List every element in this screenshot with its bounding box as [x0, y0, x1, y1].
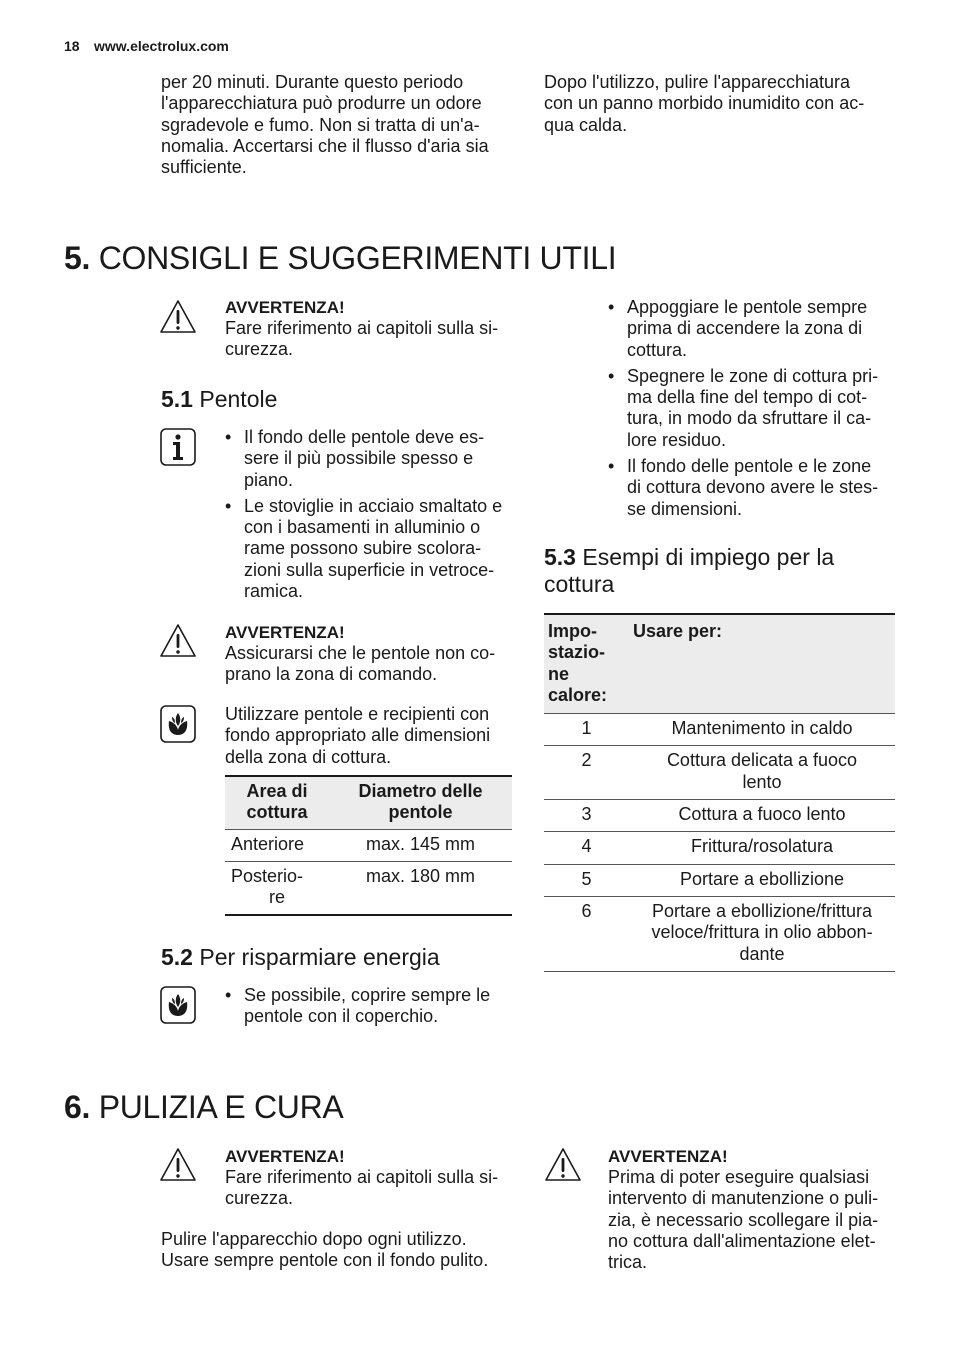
- text-line: Fare riferimento ai capitoli sulla si-: [225, 1167, 499, 1187]
- text-line: • Spegnere le zone di cottura pri-: [627, 365, 879, 386]
- table-cell: [225, 829, 329, 861]
- text-line: per 20 minuti. Durante questo periodo: [161, 72, 464, 92]
- text-line: Mantenimento in caldo: [671, 718, 853, 739]
- text-line: veloce/frittura in olio abbon-: [651, 922, 873, 943]
- eco-leaf-icon: [159, 704, 197, 744]
- text-line: nomalia. Accertarsi che il flusso d'aria sia: [161, 135, 489, 156]
- table-cell: 4: [544, 832, 629, 864]
- warning-triangle-icon: [544, 1146, 582, 1186]
- table-row: [544, 896, 895, 971]
- text-line: qua calda.: [544, 114, 628, 135]
- text-line: Area di: [246, 781, 308, 801]
- text-line: curezza.: [225, 339, 294, 360]
- text-line: Frittura/rosolatura: [690, 836, 834, 857]
- warning-triangle-icon: [159, 1146, 197, 1186]
- table-cell: max. 180 mm: [329, 861, 512, 915]
- text-line: Pulire l'apparecchio dopo ogni utilizzo.: [161, 1229, 467, 1249]
- header-url: www.electrolux.com: [94, 38, 229, 54]
- table-cell: [629, 896, 895, 971]
- table-row: [544, 800, 895, 832]
- text-line: Assicurarsi che le pentole non co-: [225, 643, 496, 663]
- text-line: sgradevole e fumo. Non si tratta di un'a-: [161, 114, 480, 135]
- text-line: sere il più possibile spesso e: [244, 448, 474, 469]
- text-line: fondo appropriato alle dimensioni: [225, 725, 491, 746]
- list-item: [225, 985, 520, 1028]
- cleaning-paragraph: [161, 1229, 521, 1272]
- warning-block: [225, 622, 520, 686]
- table-cell: 3: [544, 800, 629, 832]
- table-header-cell: [544, 614, 629, 714]
- text-line: intervento di manutenzione o puli-: [608, 1188, 879, 1209]
- text-line: Posterio-: [231, 865, 304, 886]
- text-line: con un panno morbido inumidito con ac-: [544, 93, 865, 114]
- text-line: sufficiente.: [161, 157, 247, 178]
- page-header: [64, 38, 229, 56]
- subsection-5-3-heading: [544, 544, 894, 598]
- table-cell: [629, 746, 895, 800]
- table-row: [225, 829, 512, 861]
- table-cell: 1: [544, 714, 629, 746]
- text-line: della zona di cottura.: [225, 746, 392, 767]
- list-item: [225, 496, 520, 602]
- table-row: [544, 832, 895, 864]
- warning-block: [225, 297, 515, 361]
- text-line: • Il fondo delle pentole deve es-: [244, 427, 485, 447]
- text-line: pentole con il coperchio.: [244, 1006, 439, 1027]
- text-line: cottura.: [627, 339, 688, 360]
- text-line: Utilizzare pentole e recipienti con: [225, 704, 490, 724]
- text-line: pentole: [388, 802, 453, 823]
- text-line: no cottura dall'alimentazione elet-: [608, 1230, 876, 1251]
- section-number: 6.: [64, 1089, 91, 1125]
- text-line: lento: [742, 771, 782, 792]
- text-line: prano la zona di comando.: [225, 664, 438, 685]
- table-row: [544, 746, 895, 800]
- table-cell: 5: [544, 864, 629, 896]
- text-line: Usare sempre pentole con il fondo pulito.: [161, 1250, 489, 1271]
- text-line: Usare per:: [633, 621, 723, 641]
- subsection-number: 5.3: [544, 544, 576, 570]
- text-line: tura, in modo da sfruttare il ca-: [627, 408, 872, 429]
- text-line: • Le stoviglie in acciaio smaltato e: [244, 495, 503, 516]
- table-cell: [225, 861, 329, 915]
- text-line: Cottura delicata a fuoco: [666, 750, 858, 771]
- text-line: dante: [739, 943, 785, 964]
- text-line: con i basamenti in alluminio o: [244, 517, 481, 538]
- list-item: [608, 366, 898, 451]
- warning-block: [608, 1146, 903, 1273]
- table-cell: [629, 832, 895, 864]
- text-line: trica.: [608, 1252, 648, 1273]
- table-header-cell: [629, 614, 895, 714]
- section-5-heading: [64, 240, 616, 277]
- table-header-cell: [225, 776, 329, 829]
- table-cell: max. 145 mm: [329, 829, 512, 861]
- text-line: Portare a ebollizione: [679, 868, 845, 889]
- eco-note: [225, 704, 520, 768]
- text-line: zia, è necessario scollegare il pia-: [608, 1209, 879, 1230]
- warning-title: AVVERTENZA!: [225, 298, 345, 317]
- list-item: [608, 456, 898, 520]
- warning-triangle-icon: [159, 298, 197, 338]
- text-line: ne: [548, 663, 570, 684]
- eco-leaf-icon: [159, 985, 197, 1025]
- text-line: Impo-: [548, 621, 597, 641]
- text-line: Prima di poter eseguire qualsiasi: [608, 1167, 870, 1187]
- text-line: Portare a ebollizione/frittura: [651, 900, 873, 921]
- top-right-paragraph: [544, 72, 894, 136]
- subsection-5-2-heading: [161, 944, 440, 971]
- table-cell: [629, 864, 895, 896]
- text-line: di cottura devono avere le stes-: [627, 477, 879, 498]
- table-header-row: [544, 614, 895, 714]
- section-title: PULIZIA E CURA: [98, 1089, 344, 1125]
- subsection-number: 5.1: [161, 386, 193, 412]
- text-line: • Il fondo delle pentole e le zone: [627, 456, 872, 477]
- text-line: l'apparecchiatura può produrre un odore: [161, 93, 482, 114]
- table-cell: 6: [544, 896, 629, 971]
- subsection-5-1-heading: [161, 386, 277, 413]
- pan-size-table: [225, 775, 512, 916]
- text-line: ramica.: [244, 581, 304, 602]
- section-number: 5.: [64, 240, 91, 276]
- text-line: re: [268, 887, 285, 908]
- text-line: ma della fine del tempo di cot-: [627, 387, 868, 408]
- bullet-list-5-1: [225, 427, 520, 607]
- warning-triangle-icon: [159, 622, 197, 662]
- info-icon: [159, 427, 197, 467]
- list-item: [225, 427, 520, 491]
- section-title: CONSIGLI E SUGGERIMENTI UTILI: [98, 240, 617, 276]
- table-row: [225, 861, 512, 915]
- top-left-paragraph: [161, 72, 511, 178]
- page-number: 18: [64, 38, 80, 54]
- text-line: zioni sulla superficie in vetroce-: [244, 559, 495, 580]
- text-line: cottura: [246, 802, 308, 823]
- table-row: [544, 864, 895, 896]
- text-line: • Se possibile, coprire sempre le: [244, 985, 491, 1005]
- text-line: stazio-: [548, 642, 606, 663]
- text-line: curezza.: [225, 1188, 294, 1209]
- bullet-list-right: [608, 297, 898, 525]
- subsection-title: cottura: [544, 571, 615, 597]
- section-6-heading: [64, 1089, 343, 1126]
- warning-block: [225, 1146, 520, 1210]
- text-line: piano.: [244, 469, 294, 490]
- text-line: calore:: [548, 684, 608, 705]
- text-line: se dimensioni.: [627, 498, 743, 519]
- warning-title: AVVERTENZA!: [225, 623, 345, 642]
- text-line: Dopo l'utilizzo, pulire l'apparecchiatura: [544, 72, 851, 92]
- text-line: Fare riferimento ai capitoli sulla si-: [225, 318, 499, 338]
- text-line: lore residuo.: [627, 429, 727, 450]
- text-line: rame possono subire scolora-: [244, 538, 482, 559]
- bullet-list-5-2: [225, 985, 520, 1033]
- table-header-row: [225, 776, 512, 829]
- cooking-examples-table: [544, 613, 895, 972]
- text-line: Diametro delle: [358, 781, 483, 801]
- text-line: prima di accendere la zona di: [627, 318, 863, 339]
- warning-title: AVVERTENZA!: [225, 1147, 345, 1166]
- warning-title: AVVERTENZA!: [608, 1147, 728, 1166]
- table-row: [544, 714, 895, 746]
- text-line: Cottura a fuoco lento: [678, 804, 846, 825]
- table-cell: [629, 800, 895, 832]
- subsection-title: Per risparmiare energia: [199, 944, 440, 970]
- subsection-title: Pentole: [199, 386, 278, 412]
- table-cell: [629, 714, 895, 746]
- table-header-cell: [329, 776, 512, 829]
- table-cell: 2: [544, 746, 629, 800]
- text-line: Anteriore: [231, 833, 305, 854]
- subsection-title: Esempi di impiego per la: [582, 544, 835, 570]
- text-line: • Appoggiare le pentole sempre: [627, 297, 868, 317]
- list-item: [608, 297, 898, 361]
- subsection-number: 5.2: [161, 944, 193, 970]
